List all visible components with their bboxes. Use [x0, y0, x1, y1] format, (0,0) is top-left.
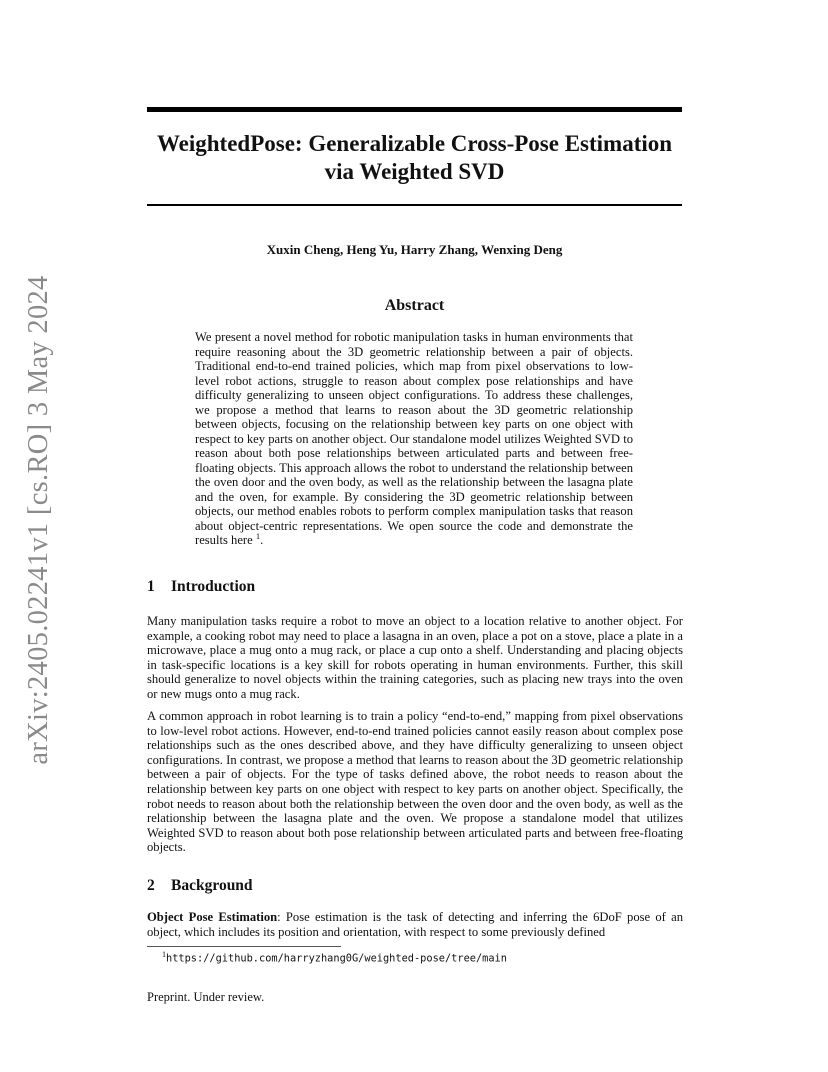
footer-note: Preprint. Under review.: [147, 990, 265, 1004]
abstract-heading: Abstract: [384, 297, 445, 314]
author-list: Xuxin Cheng, Heng Yu, Harry Zhang, Wenxing Deng: [266, 242, 563, 257]
paragraph-text: : Pose estimation is the task of detecting and inferring the 6DoF pose of an object, which includes its position and orientation, with respect to some previously defined: [147, 910, 683, 939]
footnote-number: 1: [162, 950, 166, 959]
background-paragraph: [147, 910, 683, 939]
abstract-end: .: [260, 533, 264, 547]
section-number: 2: [147, 877, 155, 894]
paragraph-lead: Object Pose Estimation: [147, 910, 278, 924]
section-title: Background: [171, 877, 253, 894]
section-heading-background: [147, 877, 682, 895]
title-bottom-rule: [147, 204, 682, 206]
footnote-marker[interactable]: 1: [255, 530, 261, 541]
section-title: Introduction: [171, 578, 256, 595]
title-top-rule: [147, 107, 682, 112]
footnote-link[interactable]: https://github.com/harryzhang0G/weighted-pose/tree/main: [166, 952, 507, 965]
section-number: 1: [147, 578, 155, 595]
intro-paragraph-1: Many manipulation tasks require a robot to move an object to a location relative to another object. For example, a cooking robot may need to place a lasagna in an oven, place a pot on a stove, place a plate in a microwave, place a mug onto a mug rack, or place a cup onto a shelf. Understanding and placing objects in task-specific locations is a key skill for robots operating in human environments. Further, this skill should generalize to novel objects within the training categories, such as placing new trays into the oven or new mugs onto a mug rack.: [147, 614, 683, 701]
abstract-text: [195, 330, 633, 548]
intro-paragraph-2: A common approach in robot learning is to train a policy “end-to-end,” mapping from pixel observations to low-level robot actions. However, end-to-end trained policies cannot easily reason about complex pose relationships such as the ones described above, and they have difficulty generalizing to unseen object configurations. In contrast, we propose a method that learns to reason about the 3D geometric relationship between a pair of objects. For the type of tasks defined above, the robot needs to reason about the relationship between key parts on one object with respect to key parts on another object. Specifically, the robot needs to reason about both the relationship between the oven door and the oven body, as well as the relationship between the lasagna plate and the oven. We propose a standalone model that utilizes Weighted SVD to reason about both pose relationship between articulated parts and between free-floating objects.: [147, 709, 683, 855]
paper-title: WeightedPose: Generalizable Cross-Pose Estimation via Weighted SVD: [156, 131, 673, 184]
arxiv-stamp: arXiv:2405.02241v1 [cs.RO] 3 May 2024: [23, 275, 54, 765]
footnote-rule: [147, 946, 341, 947]
footnote: [162, 950, 507, 964]
section-heading-introduction: [147, 578, 682, 596]
abstract-body-text: We present a novel method for robotic manipulation tasks in human environments that require reasoning about the 3D geometric relationship between a pair of objects. Traditional end-to-end trained policies, which map from pixel observations to low-level robot actions, struggle to reason about complex pose relationships and have difficulty generalizing to unseen object configurations. To address these challenges, we propose a method that learns to reason about the 3D geometric relationship between objects, focusing on the relationship between key parts on one object with respect to key parts on another object. Our standalone model utilizes Weighted SVD to reason about both pose relationships between articulated parts and between free-floating objects. This approach allows the robot to understand the relationship between the oven door and the oven body, as well as the relationship between the lasagna plate and the oven, for example. By considering the 3D geometric relationship between objects, our method enables robots to perform complex manipulation tasks that reason about object-centric representations. We open source the code and demonstrate the results here: [195, 330, 633, 547]
